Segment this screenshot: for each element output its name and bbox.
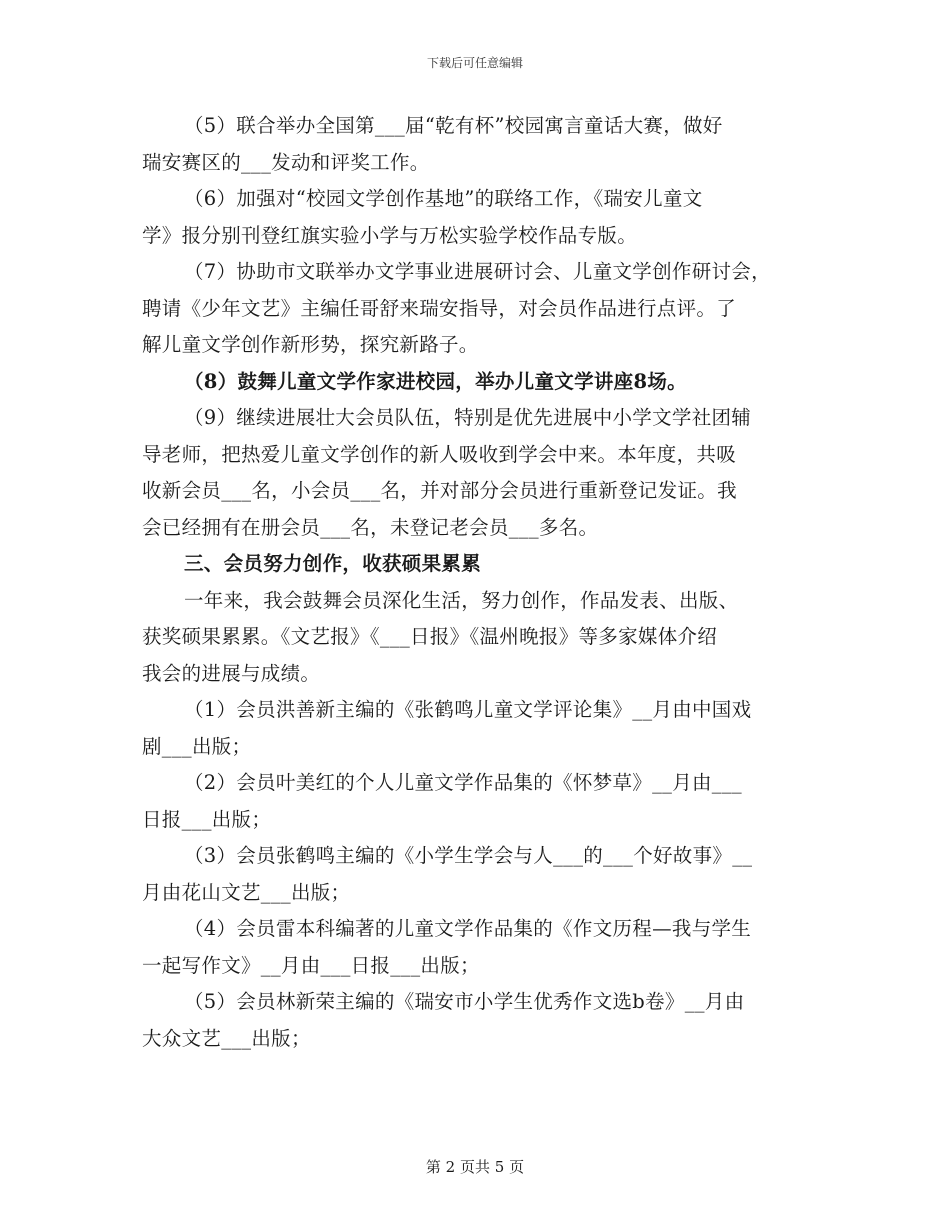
text-line: 获奖硕果累累。《文艺报》《___日报》《温州晚报》等多家媒体介绍 <box>142 625 718 648</box>
text-line: 解儿童文学创作新形势，探究新路子。 <box>142 333 479 356</box>
text-line: 剧___出版； <box>142 734 252 758</box>
text-line: 导老师，把热爱儿童文学创作的新人吸收到学会中来。本年度，共吸 <box>142 442 737 466</box>
text-line: 我会的进展与成绩。 <box>142 661 321 685</box>
text-line: （2）会员叶美红的个人儿童文学作品集的《怀梦草》__月由___ <box>184 771 742 794</box>
text-line: （1）会员洪善新主编的《张鹤鸣儿童文学评论集》__月由中国戏 <box>184 698 752 721</box>
page-header: 下载后可任意编辑 <box>426 56 523 70</box>
text-line: （5）会员林新荣主编的《瑞安市小学生优秀作文选b卷》__月由 <box>184 990 745 1013</box>
text-line: （7）协助市文联举办文学事业进展研讨会、儿童文学创作研讨会， <box>184 260 771 283</box>
text-line: 聘请《少年文艺》主编任哥舒来瑞安指导，对会员作品进行点评。了 <box>142 296 737 320</box>
page-number: 第 2 页共 5 页 <box>425 1158 525 1176</box>
text-line: （3）会员张鹤鸣主编的《小学生学会与人___的___个好故事》__ <box>184 844 753 867</box>
text-line: （4）会员雷本科编著的儿童文学作品集的《作文历程—我与学生 <box>184 917 752 940</box>
text-line: （8）鼓舞儿童文学作家进校园，举办儿童文学讲座8场。 <box>184 369 687 393</box>
text-line: 一起写作文》__月由___日报___出版； <box>142 953 480 977</box>
text-line: 瑞安赛区的___发动和评奖工作。 <box>142 150 430 174</box>
text-line: 日报___出版； <box>142 807 272 831</box>
text-line: 会已经拥有在册会员___名，未登记老会员___多名。 <box>142 515 599 539</box>
text-line: 收新会员___名，小会员___名，并对部分会员进行重新登记发证。我 <box>142 479 737 502</box>
text-line: （9）继续进展壮大会员队伍，特别是优先进展中小学文学社团辅 <box>184 406 752 429</box>
text-line: 大众文艺___出版； <box>142 1026 311 1050</box>
text-line: （5）联合举办全国第___届“乾有杯”校园寓言童话大赛，做好 <box>184 114 723 137</box>
section-heading: 三、会员努力创作，收获硕果累累 <box>184 552 482 575</box>
document-body <box>142 108 822 1057</box>
text-line: 学》报分别刊登红旗实验小学与万松实验学校作品专版。 <box>142 223 638 247</box>
text-line: （6）加强对“校园文学创作基地”的联络工作，《瑞安儿童文 <box>184 187 703 210</box>
text-line: 一年来，我会鼓舞会员深化生活，努力创作，作品发表、出版、 <box>184 588 739 612</box>
text-line: 月由花山文艺___出版； <box>142 880 351 904</box>
